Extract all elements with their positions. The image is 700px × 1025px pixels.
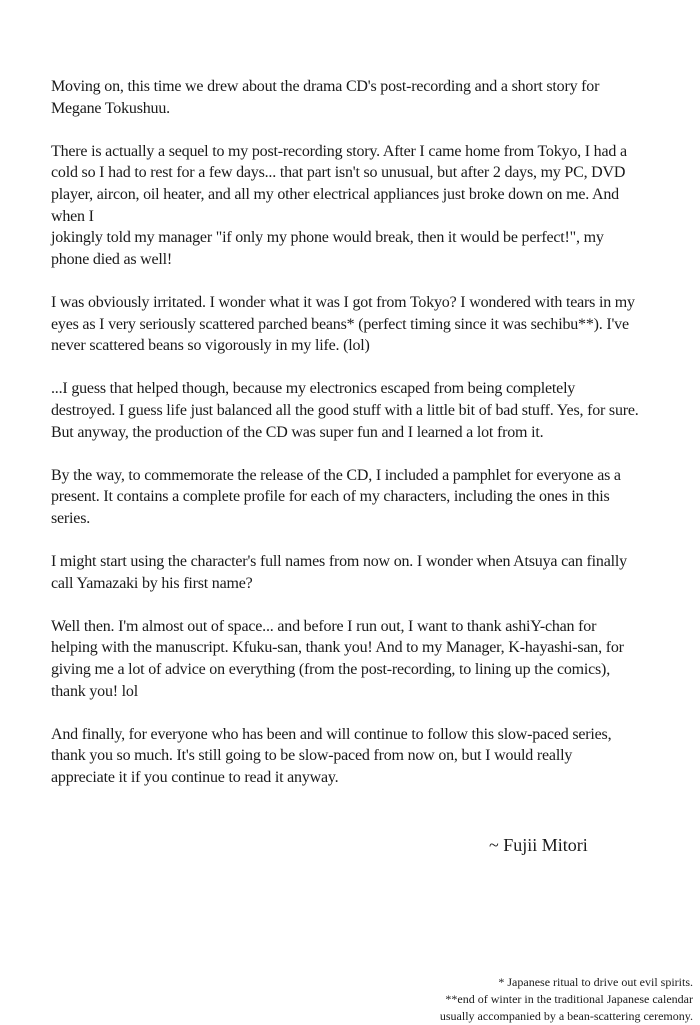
text-line: jokingly told my manager "if only my phone would break, then it would be perfect!", my bbox=[51, 229, 604, 247]
text-line: helping with the manuscript. Kfuku-san, thank you! And to my Manager, K-hayashi-san, for bbox=[51, 639, 624, 657]
paragraph-electronics bbox=[51, 378, 655, 443]
text-line: And finally, for everyone who has been and will continue to follow this slow-paced series, bbox=[51, 725, 612, 743]
footnote-line: **end of winter in the traditional Japanese calendar bbox=[445, 992, 693, 1006]
paragraph-intro bbox=[51, 76, 655, 119]
text-line: giving me a lot of advice on everything (from the post-recording, to lining up the comics), bbox=[51, 661, 610, 679]
text-line: thank you so much. It's still going to be slow-paced from now on, but I would really bbox=[51, 747, 573, 765]
text-line: ...I guess that helped though, because my electronics escaped from being completely bbox=[51, 380, 576, 398]
text-line: cold so I had to rest for a few days... that part isn't so unusual, but after 2 days, my PC, DVD bbox=[51, 164, 626, 182]
text-line: eyes as I very seriously scattered parched beans* (perfect timing since it was sechibu**). I've bbox=[51, 315, 629, 333]
footnote-line: * Japanese ritual to drive out evil spirits. bbox=[498, 975, 693, 989]
paragraph-full-names bbox=[51, 551, 655, 594]
text-line: destroyed. I guess life just balanced all the good stuff with a little bit of bad stuff. Yes, for sure. bbox=[51, 401, 639, 419]
text-line: Megane Tokushuu. bbox=[51, 99, 170, 117]
text-line: series. bbox=[51, 509, 91, 527]
text-line: Moving on, this time we drew about the drama CD's post-recording and a short story for bbox=[51, 78, 600, 95]
paragraph-finally bbox=[51, 724, 655, 789]
author-signature: ~ Fujii Mitori bbox=[489, 835, 588, 855]
paragraph-sequel-story bbox=[51, 141, 655, 271]
footnotes bbox=[440, 974, 693, 1025]
text-line: But anyway, the production of the CD was super fun and I learned a lot from it. bbox=[51, 423, 544, 441]
text-line: By the way, to commemorate the release of the CD, I included a pamphlet for everyone as a bbox=[51, 466, 621, 484]
text-line: phone died as well! bbox=[51, 250, 173, 268]
paragraph-pamphlet bbox=[51, 465, 655, 530]
text-line: There is actually a sequel to my post-recording story. After I came home from Tokyo, I had a bbox=[51, 142, 627, 160]
text-line: player, aircon, oil heater, and all my other electrical appliances just broke down on me. And bbox=[51, 185, 619, 203]
text-line: call Yamazaki by his first name? bbox=[51, 574, 253, 592]
text-line: appreciate it if you continue to read it anyway. bbox=[51, 769, 339, 786]
text-line: I might start using the character's full names from now on. I wonder when Atsuya can finally bbox=[51, 553, 627, 571]
text-line: I was obviously irritated. I wonder what it was I got from Tokyo? I wondered with tears in my bbox=[51, 293, 635, 311]
footnote-line: usually accompanied by a bean-scattering ceremony. bbox=[439, 1009, 693, 1023]
paragraph-irritated bbox=[51, 292, 655, 357]
text-line: when I bbox=[51, 207, 94, 225]
afterword-body bbox=[51, 76, 655, 810]
text-line: never scattered beans so vigorously in my life. (lol) bbox=[51, 337, 370, 355]
text-line: present. It contains a complete profile for each of my characters, including the ones in this bbox=[51, 488, 610, 506]
paragraph-thanks bbox=[51, 616, 655, 702]
text-line: Well then. I'm almost out of space... and before I run out, I want to thank ashiY-chan for bbox=[51, 617, 597, 635]
text-line: thank you! lol bbox=[51, 682, 138, 700]
